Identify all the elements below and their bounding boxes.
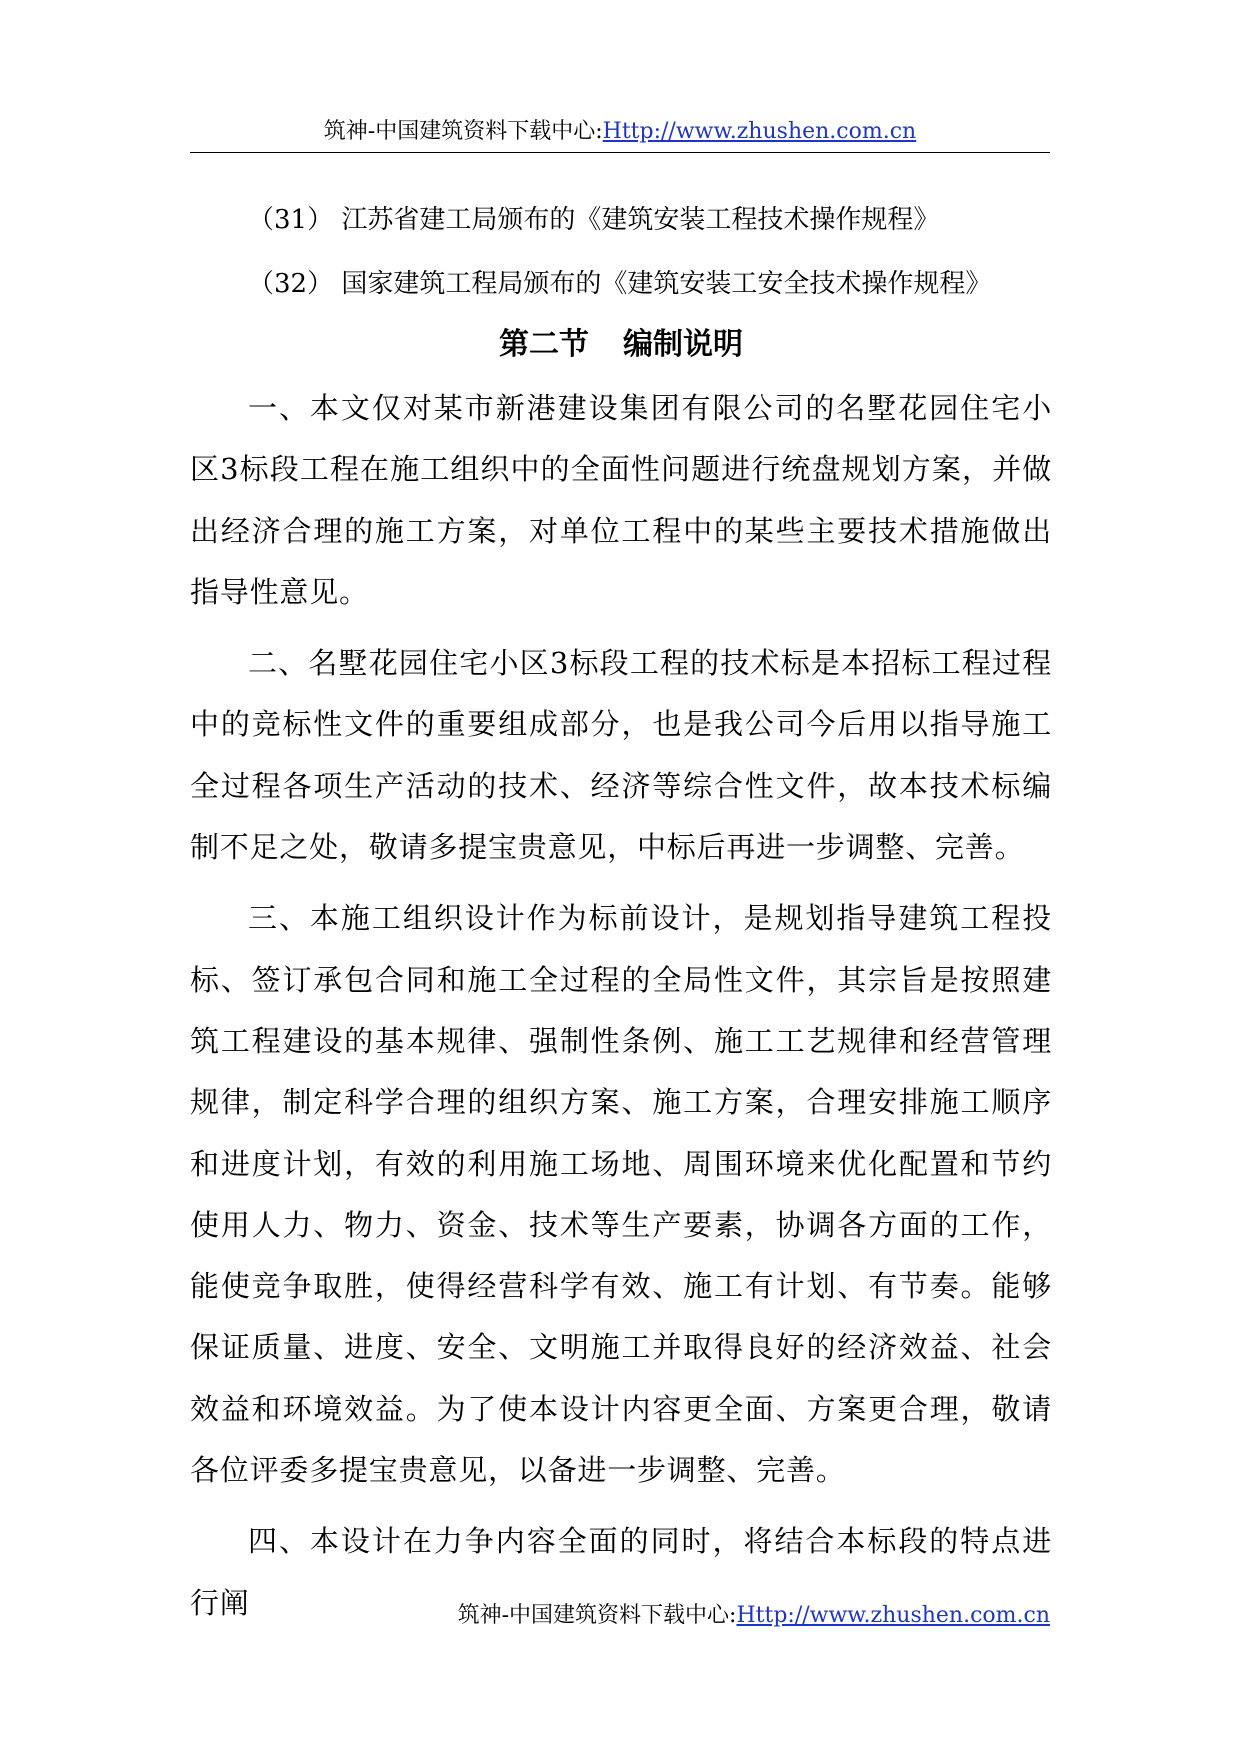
section-number: 第二节 <box>499 327 589 362</box>
document-body <box>190 188 1052 1644</box>
paragraph: 三、本施工组织设计作为标前设计，是规划指导建筑工程投标、签订承包合同和施工全过程的全局性文件，其宗旨是按照建筑工程建设的基本规律、强制性条例、施工工艺规律和经营管理规律，制定科学合理的组织方案、施工方案，合理安排施工顺序和进度计划，有效的利用施工场地、周围环境来优化配置和节约使用人力、物力、资金、技术等生产要素，协调各方面的工作，能使竞争取胜，使得经营科学有效、施工有计划、有节奏。能够保证质量、进度、安全、文明施工并取得良好的经济效益、社会效益和环境效益。为了使本设计内容更全面、方案更合理，敬请各位评委多提宝贵意见，以备进一步调整、完善。 <box>190 901 1052 1488</box>
section-title: 编制说明 <box>623 327 743 362</box>
paragraph: 二、名墅花园住宅小区3标段工程的技术标是本招标工程过程中的竞标性文件的重要组成部分，也是我公司今后用以指导施工全过程各项生产活动的技术、经济等综合性文件，故本技术标编制不足之处，敬请多提宝贵意见，中标后再进一步调整、完善。 <box>190 646 1052 865</box>
header-site-name: 筑神-中国建筑资料下载中心: <box>323 119 603 144</box>
reference-item: （31） 江苏省建工局颁布的《建筑安装工程技术操作规程》 <box>248 205 940 235</box>
header-rule <box>190 152 1050 153</box>
footer-link[interactable]: Http://www.zhushen.com.cn <box>736 1603 1050 1628</box>
paragraph: 一、本文仅对某市新港建设集团有限公司的名墅花园住宅小区3标段工程在施工组织中的全面性问题进行统盘规划方案，并做出经济合理的施工方案，对单位工程中的某些主要技术措施做出指导性意见。 <box>190 391 1052 609</box>
header-link[interactable]: Http://www.zhushen.com.cn <box>602 119 917 144</box>
reference-item: （32） 国家建筑工程局颁布的《建筑安装工安全技术操作规程》 <box>248 269 992 299</box>
section-heading <box>190 316 1052 374</box>
paragraph: 四、本设计在力争内容全面的同时，将结合本标段的特点进行阐 <box>190 1524 1052 1620</box>
footer-site-name: 筑神-中国建筑资料下载中心: <box>457 1603 737 1628</box>
page-footer <box>190 1601 1050 1631</box>
page-header <box>190 117 1050 147</box>
